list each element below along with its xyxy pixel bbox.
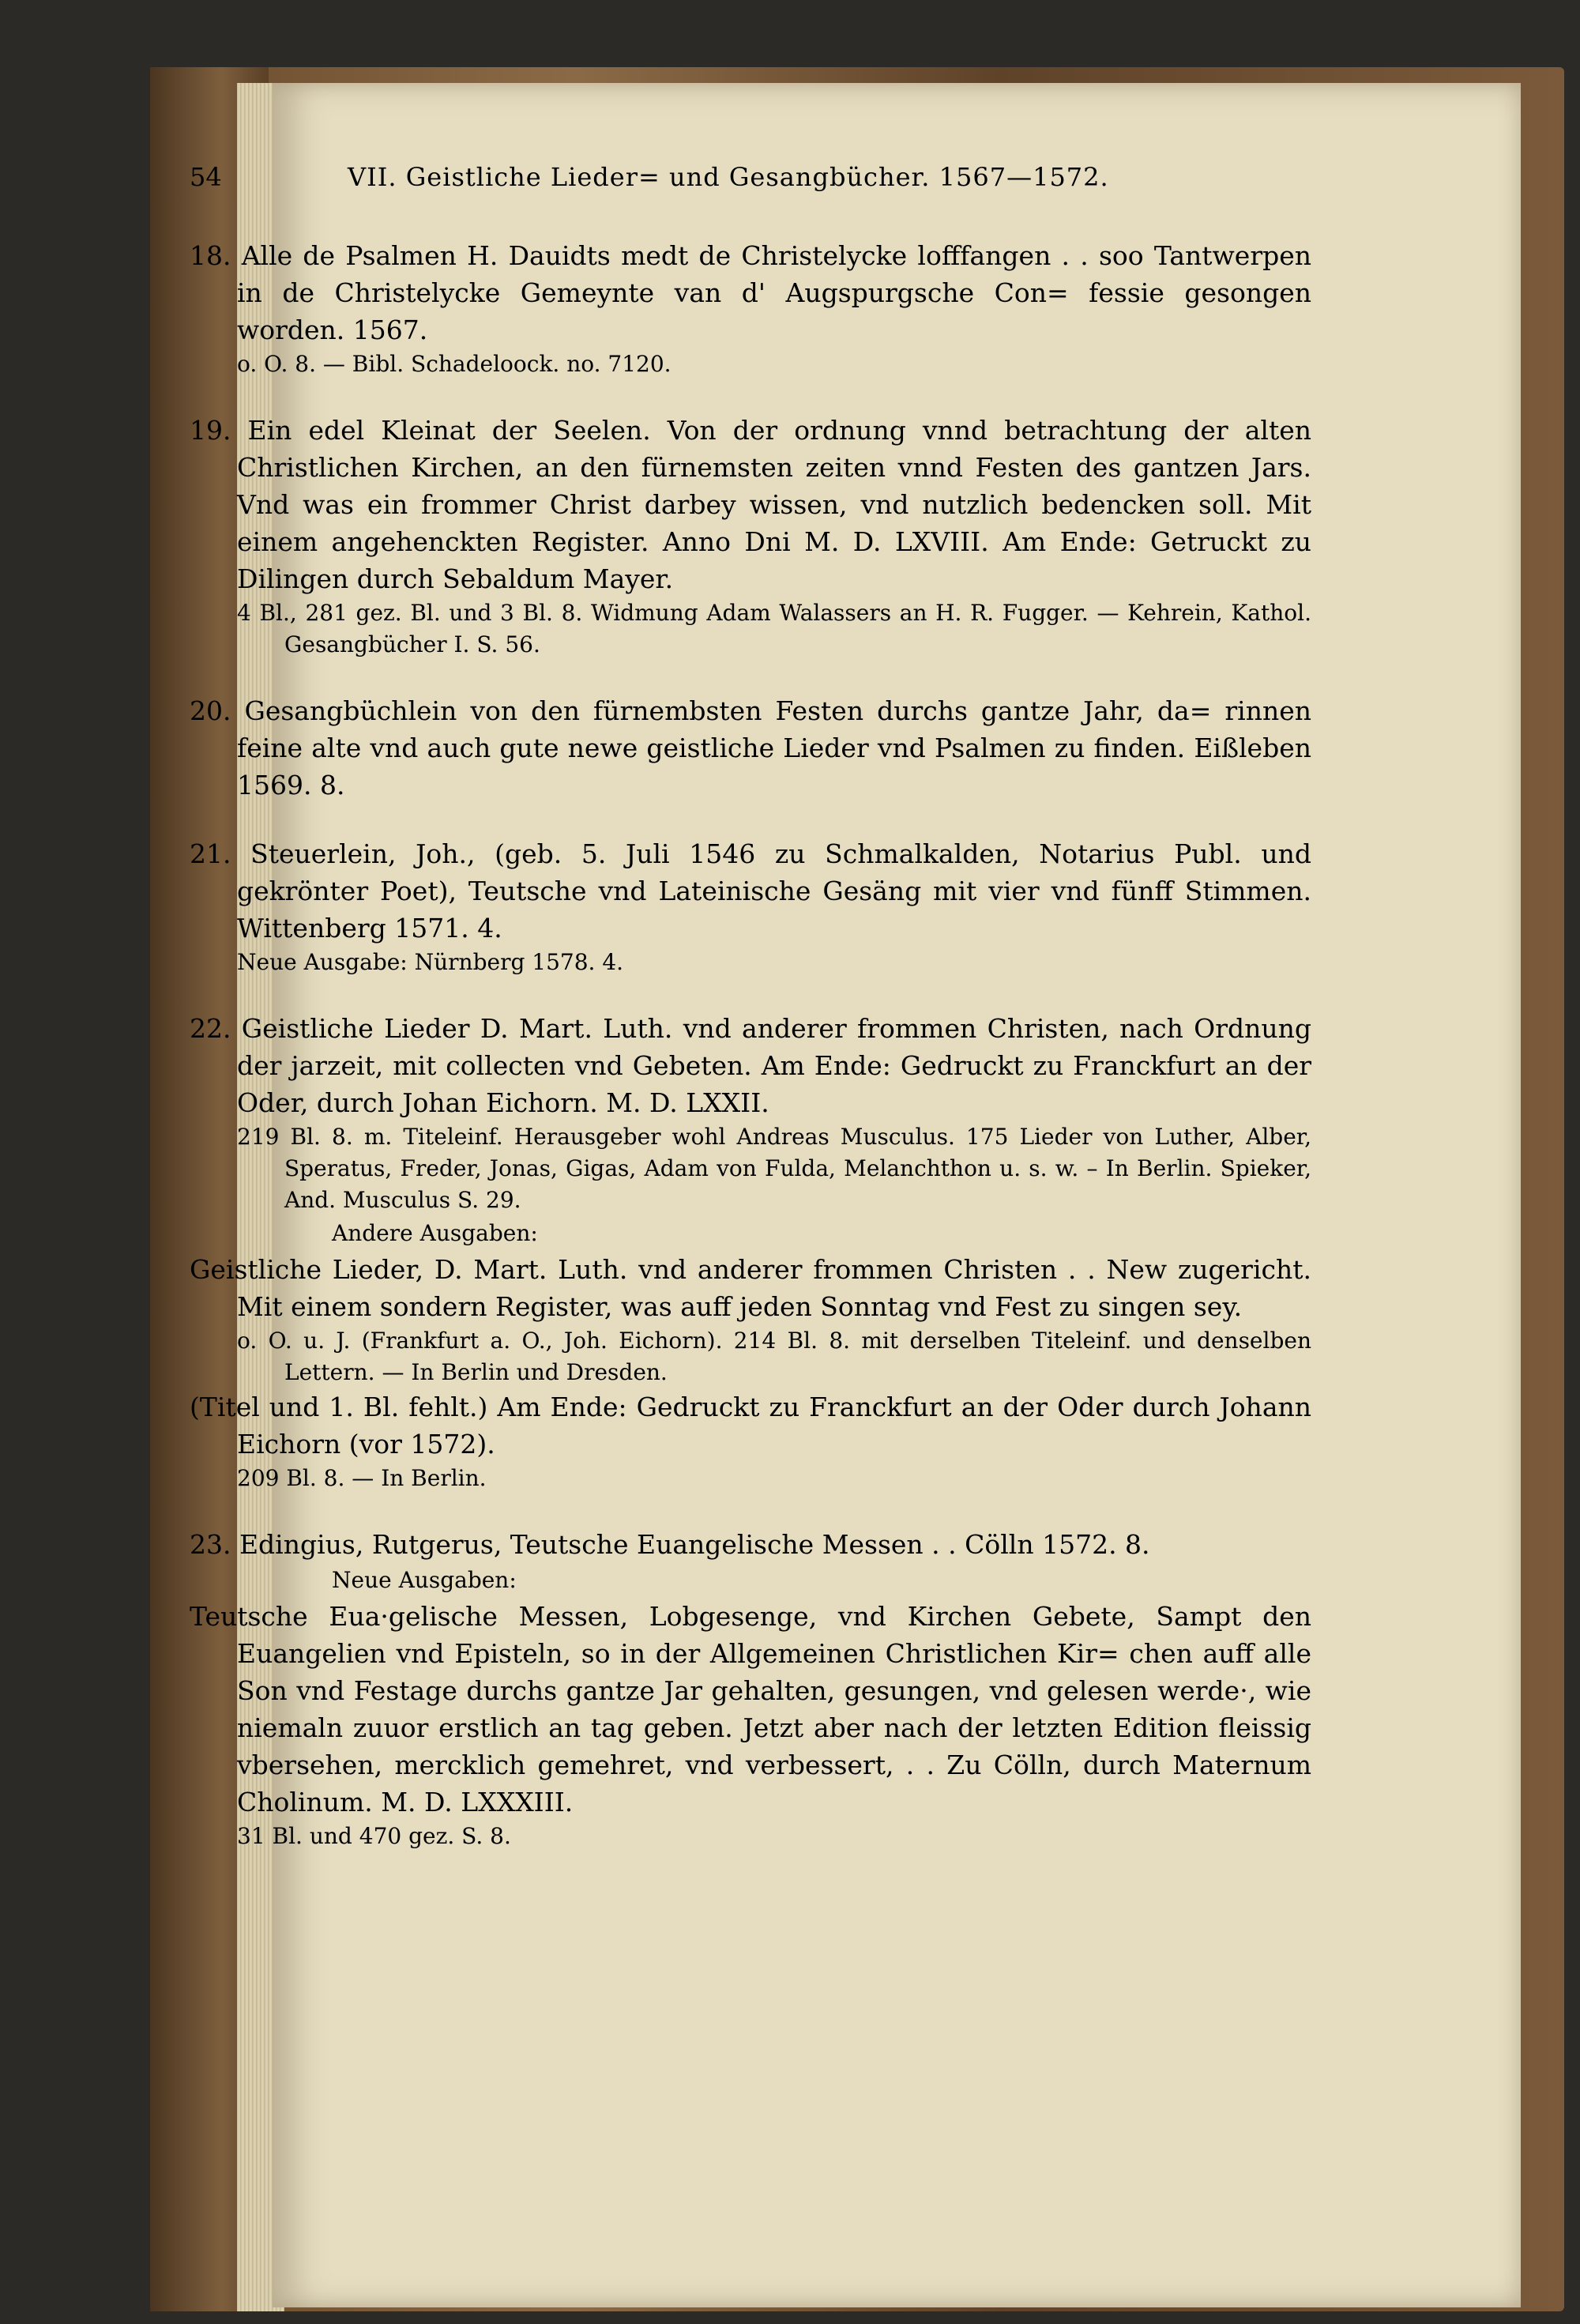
- new-editions-label: Neue Ausgaben:: [332, 1567, 517, 1593]
- entry-20: [190, 692, 1311, 804]
- entry-note: 4 Bl., 281 gez. Bl. und 3 Bl. 8. Widmung Adam Walassers an H. R. Fugger. — Kehrein, Kathol. Gesangbücher I. S. 56.: [237, 600, 1311, 657]
- alternate-edition-note: 209 Bl. 8. — In Berlin.: [237, 1465, 487, 1491]
- alternate-edition: Teutsche Eua·gelische Messen, Lobgesenge, vnd Kirchen Gebete, Sampt den Euangelien vnd Episteln, so in der Allgemeinen Christlichen Kir= chen auff alle Son vnd Festage durchs gantze Jar gehalten, gesungen, vnd gelesen werde·, wie niemaln zuuor erstlich an tag geben. Jetzt aber nach der letzten Edition fleissig vbersehen, mercklich gemehret, vnd verbessert, . . Zu Cölln, durch Maternum Cholinum. M. D. LXXXIII.: [190, 1601, 1311, 1817]
- entry-note: Neue Ausgabe: Nürnberg 1578. 4.: [237, 949, 624, 975]
- entry-title: 20. Gesangbüchlein von den fürnembsten Festen durchs gantze Jahr, da= rinnen feine alte vnd auch gute newe geistliche Lieder vnd Psalmen zu finden. Eißleben 1569. 8.: [190, 695, 1311, 800]
- entry-note: o. O. 8. — Bibl. Schadeloock. no. 7120.: [237, 351, 672, 377]
- entry-title: 19. Ein edel Kleinat der Seelen. Von der ordnung vnnd betrachtung der alten Christlichen Kirchen, an den fürnemsten zeiten vnnd Festen des gantzen Jars. Vnd was ein frommer Christ darbey wissen, vnd nutzlich bedencken soll. Mit einem angehenckten Register. Anno Dni M. D. LXVIII. Am Ende: Getruckt zu Dilingen durch Sebaldum Mayer.: [190, 415, 1311, 594]
- running-title: VII. Geistliche Lieder= und Gesangbücher. 1567—1572.: [348, 162, 1109, 192]
- other-editions-label: Andere Ausgaben:: [332, 1220, 538, 1246]
- entry-note: 219 Bl. 8. m. Titeleinf. Herausgeber wohl Andreas Musculus. 175 Lieder von Luther, Alber, Speratus, Freder, Jonas, Gigas, Adam von Fulda, Melanchthon u. s. w. – In Berlin. Spieker, And. Musculus S. 29.: [237, 1124, 1311, 1213]
- entry-title: 23. Edingius, Rutgerus, Teutsche Euangelische Messen . . Cölln 1572. 8.: [190, 1529, 1150, 1560]
- entry-19: [190, 412, 1311, 661]
- entry-title: 18. Alle de Psalmen H. Dauidts medt de Christelycke lofffangen . . soo Tantwerpen in de Christelycke Gemeynte van d' Augspurgsche Con= fessie gesongen worden. 1567.: [190, 240, 1311, 345]
- page-number: 54: [190, 162, 222, 192]
- entry-title: 21. Steuerlein, Joh., (geb. 5. Juli 1546 zu Schmalkalden, Notarius Publ. und gekrönter Poet), Teutsche vnd Lateinische Gesäng mit vier vnd fünff Stimmen. Wittenberg 1571. 4.: [190, 838, 1311, 944]
- alternate-edition-note: 31 Bl. und 470 gez. S. 8.: [237, 1823, 511, 1849]
- alternate-edition: Geistliche Lieder, D. Mart. Luth. vnd anderer frommen Christen . . New zugericht. Mit einem sondern Register, was auff jeden Sonntag vnd Fest zu singen sey.: [190, 1254, 1311, 1322]
- page-header: [190, 162, 1327, 209]
- alternate-edition: (Titel und 1. Bl. fehlt.) Am Ende: Gedruckt zu Franckfurt an der Oder durch Johann Eichorn (vor 1572).: [190, 1392, 1311, 1460]
- entry-22: [190, 1010, 1311, 1494]
- alternate-edition-note: o. O. u. J. (Frankfurt a. O., Joh. Eichorn). 214 Bl. 8. mit derselben Titeleinf. und denselben Lettern. — In Berlin und Dresden.: [237, 1328, 1311, 1385]
- entry-23: [190, 1526, 1311, 1852]
- entry-18: [190, 237, 1311, 380]
- entry-title: 22. Geistliche Lieder D. Mart. Luth. vnd anderer frommen Christen, nach Ordnung der jarzeit, mit collecten vnd Gebeten. Am Ende: Gedruckt zu Franckfurt an der Oder, durch Johan Eichorn. M. D. LXXII.: [190, 1013, 1311, 1118]
- page-body: [190, 237, 1311, 1884]
- entry-21: [190, 835, 1311, 978]
